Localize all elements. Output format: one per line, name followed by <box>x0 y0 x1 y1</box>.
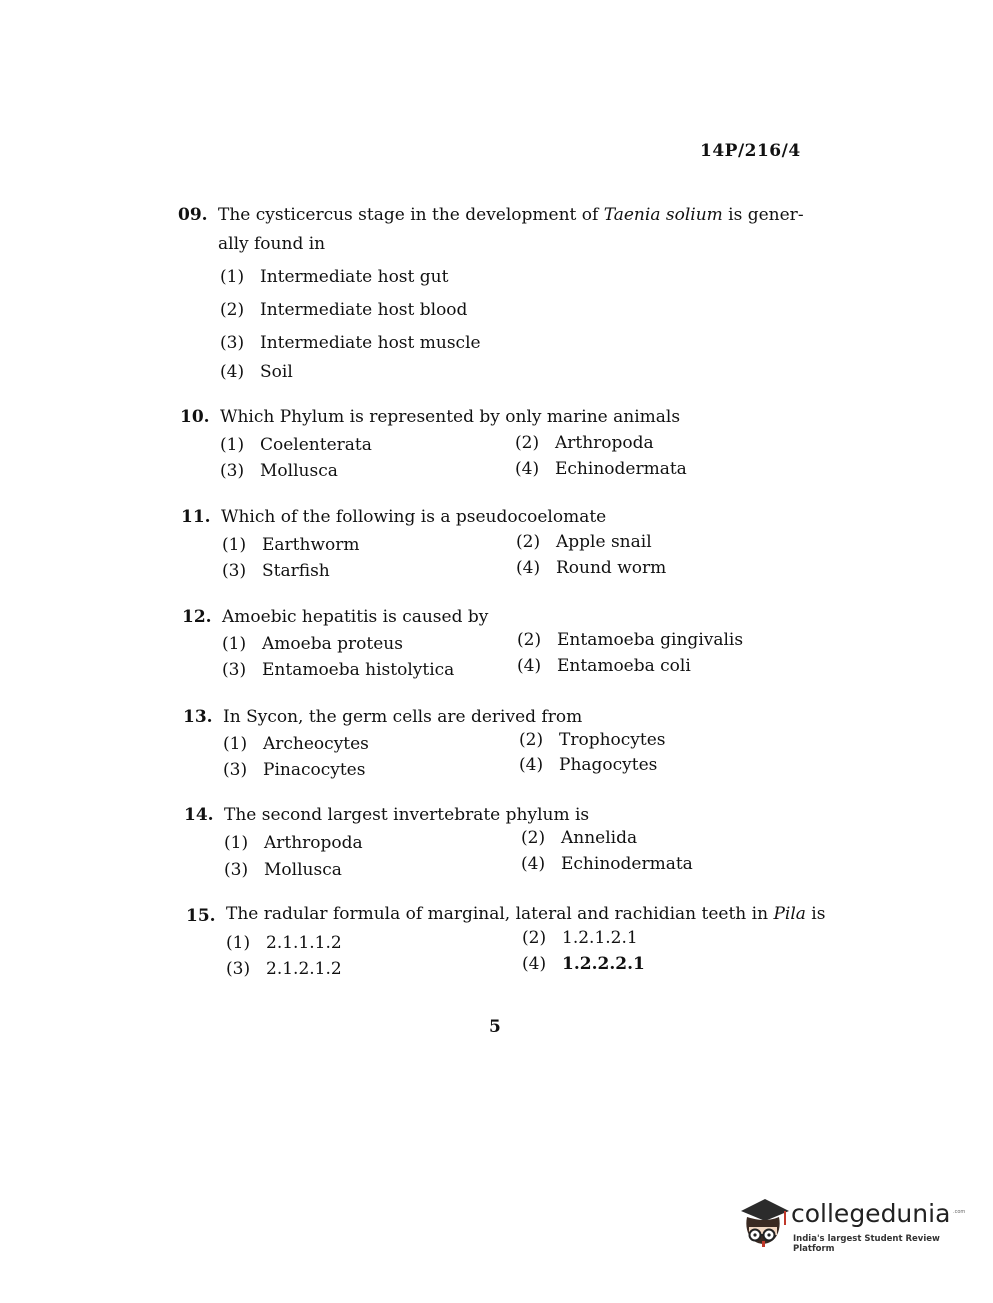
option-4: (4) Phagocytes <box>519 755 658 775</box>
question-text: The cysticercus stage in the development of Taenia solium is gener- <box>218 205 804 225</box>
question-text: The radular formula of marginal, lateral and rachidian teeth in Pila is <box>226 904 826 924</box>
option-2: (2) Trophocytes <box>519 730 666 750</box>
paper-code: 14P/216/4 <box>700 141 801 161</box>
option-4: (4) Echinodermata <box>515 459 687 479</box>
option-3: (3) Entamoeba histolytica <box>222 660 455 680</box>
question-text: In Sycon, the germ cells are derived from <box>223 707 583 727</box>
option-2: (2) Intermediate host blood <box>220 300 468 320</box>
question-number: 10. <box>180 407 210 427</box>
option-4: (4) Soil <box>220 362 293 382</box>
question-text: Amoebic hepatitis is caused by <box>222 607 489 627</box>
option-4: (4) Round worm <box>516 558 667 578</box>
question-number: 09. <box>178 205 208 225</box>
option-3: (3) Intermediate host muscle <box>220 333 481 353</box>
question-number: 14. <box>184 805 214 825</box>
option-2: (2) Annelida <box>521 828 638 848</box>
option-1: (1) Arthropoda <box>224 833 363 853</box>
page-number: 5 <box>489 1017 501 1037</box>
option-3: (3) Starfish <box>222 561 330 581</box>
option-3: (3) Mollusca <box>220 461 338 481</box>
option-1: (1) Coelenterata <box>220 435 372 455</box>
watermark-tagline: India's largest Student Review Platform <box>793 1234 940 1254</box>
question-number: 15. <box>186 906 216 926</box>
question-number: 12. <box>182 607 212 627</box>
option-3: (3) 2.1.2.1.2 <box>226 959 342 979</box>
option-1: (1) Intermediate host gut <box>220 267 449 287</box>
question-text: Which of the following is a pseudocoelomate <box>221 507 607 527</box>
question-14 <box>184 804 784 884</box>
question-11 <box>181 506 781 586</box>
option-2: (2) Arthropoda <box>515 433 654 453</box>
question-13 <box>183 706 783 786</box>
question-text-line2: ally found in <box>218 234 326 254</box>
option-1: (1) Amoeba proteus <box>222 634 403 654</box>
option-1: (1) 2.1.1.1.2 <box>226 933 342 953</box>
question-10 <box>180 406 780 486</box>
watermark-suffix: .com <box>953 1209 966 1215</box>
question-number: 11. <box>181 507 211 527</box>
question-text: Which Phylum is represented by only marine animals <box>220 407 681 427</box>
question-12 <box>182 606 782 686</box>
question-15 <box>186 903 826 983</box>
option-1: (1) Earthworm <box>222 535 360 555</box>
option-1: (1) Archeocytes <box>223 734 369 754</box>
option-3: (3) Pinacocytes <box>223 760 366 780</box>
option-3: (3) Mollusca <box>224 860 342 880</box>
watermark-name: collegedunia <box>791 1199 951 1228</box>
question-number: 13. <box>183 707 213 727</box>
option-4: (4) 1.2.2.2.1 <box>522 954 645 974</box>
option-2: (2) 1.2.1.2.1 <box>522 928 638 948</box>
question-09 <box>178 204 818 384</box>
option-4: (4) Entamoeba coli <box>517 656 691 676</box>
option-2: (2) Entamoeba gingivalis <box>517 630 744 650</box>
collegedunia-watermark <box>735 1197 965 1257</box>
question-text: The second largest invertebrate phylum is <box>224 805 590 825</box>
graduate-mascot-icon <box>735 1197 791 1257</box>
option-2: (2) Apple snail <box>516 532 652 552</box>
option-4: (4) Echinodermata <box>521 854 693 874</box>
